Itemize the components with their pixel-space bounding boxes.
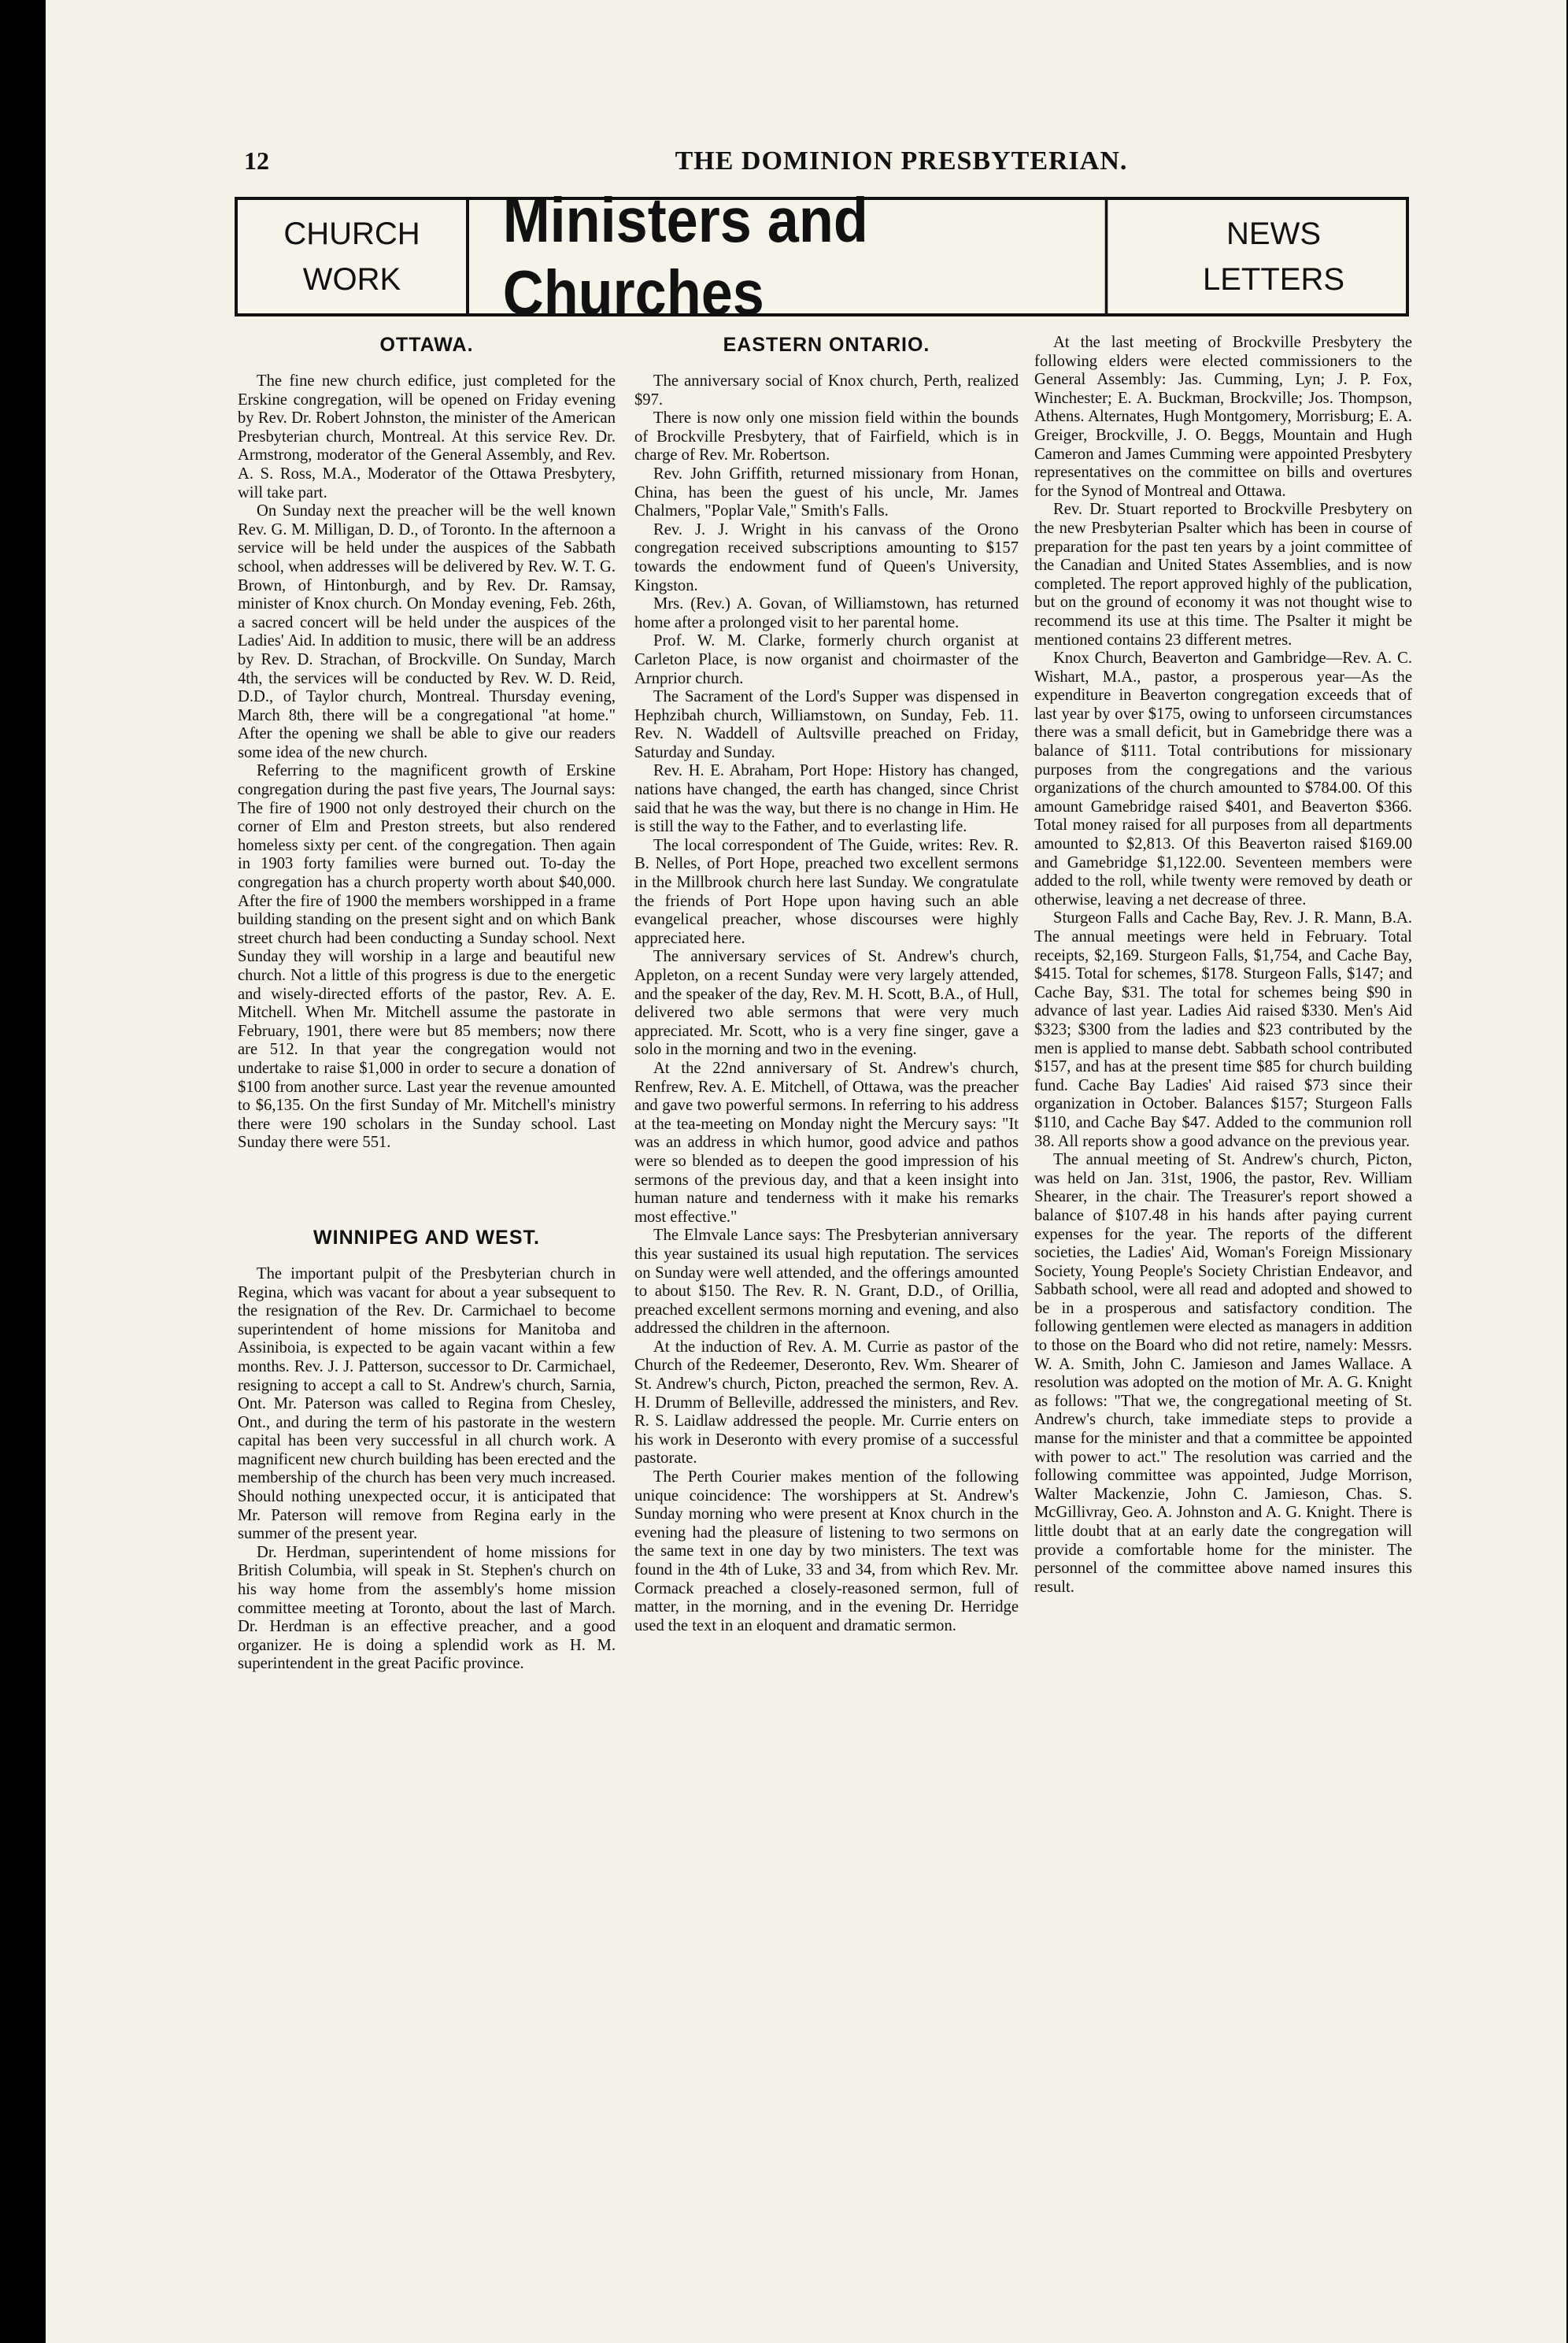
article-paragraph: On Sunday next the preacher will be the well known Rev. G. M. Milligan, D. D., of Toronto. In the afternoon a service will be held under the auspices of the Sabbath school, when addresses will be delivered by Rev. W. T. G. Brown, of Hintonburgh, and by Rev. Dr. Ramsay, minister of Knox church. On Monday evening, Feb. 26th, a sacred concert will be held under the auspices of the Ladies' Aid. In addition to music, there will be an address by Rev. D. Strachan, of Brockville. On Sunday, March 4th, the services will be conducted by Rev. W. D. Reid, D.D., of Taylor church, Montreal. Thursday evening, March 8th, there will be a congregational "at home." After the opening we shall be able to give our readers some idea of the new church. <box>238 502 616 761</box>
article-paragraph: The Elmvale Lance says: The Presbyterian anniversary this year sustained its usual high reputation. The services on Sunday were well attended, and the offerings amounted to about $150. The Rev. R. N. Grant, D.D., of Orillia, preached excellent sermons morning and evening, and also addressed the children in the afternoon. <box>634 1227 1019 1338</box>
article-paragraph: Rev. H. E. Abraham, Port Hope: History has changed, nations have changed, the earth has changed, since Christ said that he was the way, but there is no change in Him. He is still the way to the Father, and to everlasting life. <box>634 762 1019 836</box>
article-paragraph: At the last meeting of Brockville Presbytery the following elders were elected commissioners to the General Assembly: Jas. Cumming, Lyn; J. P. Fox, Winchester; E. A. Buckman, Brockville; Jos. Thompson, Athens. Alternates, Hugh Montgomery, Morrisburg; E. A. Greiger, Brockville, J. O. Beggs, Mountain and Hugh Cameron and James Cumming were appointed Presbytery representatives on the committee on bills and overtures for the Synod of Montreal and Ottawa. <box>1034 334 1412 500</box>
section-heading-eastern-ontario: EASTERN ONTARIO. <box>723 334 930 356</box>
article-paragraph: The Perth Courier makes mention of the following unique coincidence: The worshippers at St. Andrew's Sunday morning who were present at Knox church in the evening had the pleasure of listening to two sermons on the same text in one day by two ministers. The text was found in the 4th of Luke, 33 and 34, from which Rev. Mr. Cormack preached a closely-reasoned sermon, full of matter, in the morning, and in the evening Dr. Herridge used the text in an eloquent and dramatic sermon. <box>634 1468 1019 1634</box>
banner-title <box>502 185 1108 328</box>
article-paragraph: Prof. W. M. Clarke, formerly church organist at Carleton Place, is now organist and choirmaster of the Arnprior church. <box>634 632 1019 687</box>
newspaper-page <box>46 0 1566 2343</box>
section-heading-winnipeg: WINNIPEG AND WEST. <box>313 1226 540 1249</box>
article-paragraph: The annual meeting of St. Andrew's church, Picton, was held on Jan. 31st, 1906, the pastor, Rev. William Shearer, in the chair. The Treasurer's report showed a balance of $107.48 in his hands after paying current expenses for the year. The reports of the different societies, the Ladies' Aid, Woman's Foreign Missionary Society, Young People's Society Christian Endeavor, and Sabbath school, were all read and adopted and showed to be in a prosperous and satisfactory condition. The following gentlemen were elected as managers in addition to those on the Board who did not retire, namely: Messrs. W. A. Smith, John C. Jamieson and James Wallace. A resolution was adopted on the motion of Mr. A. G. Knight as follows: "That we, the congregational meeting of St. Andrew's church, take immediate steps to provide a manse for the minister and that a committee be appointed with power to act." The resolution was carried and the following committee was appointed, Judge Morrison, Walter Mackenzie, John C. Jamieson, Chas. S. McGillivray, Geo. A. Johnston and A. G. Knight. There is little doubt that at an early date the congregation will provide a comfortable home for the minister. The personnel of the committee above named insures this result. <box>1034 1151 1412 1596</box>
article-paragraph: Rev. John Griffith, returned missionary from Honan, China, has been the guest of his uncle, Mr. James Chalmers, "Poplar Vale," Smith's Falls. <box>634 465 1019 520</box>
column-2 <box>634 334 1019 1635</box>
banner-left-box <box>238 200 469 313</box>
running-title: THE DOMINION PRESBYTERIAN. <box>675 146 1128 176</box>
banner-left-line-2: WORK <box>302 262 401 297</box>
page-number: 12 <box>244 146 269 175</box>
article-paragraph: There is now only one mission field within the bounds of Brockville Presbytery, that of Fairfield, which is in charge of Rev. Mr. Robertson. <box>634 409 1019 465</box>
article-paragraph: The anniversary social of Knox church, Perth, realized $97. <box>634 372 1019 409</box>
article-paragraph: At the induction of Rev. A. M. Currie as pastor of the Church of the Redeemer, Deseronto, Rev. Wm. Shearer of St. Andrew's church, Picton, preached the sermon, Rev. A. H. Drumm of Belleville, addressed the ministers, and Rev. R. S. Laidlaw addressed the people. Mr. Currie enters on his work in Deseronto with every promise of a successful pastorate. <box>634 1338 1019 1468</box>
article-paragraph: At the 22nd anniversary of St. Andrew's church, Renfrew, Rev. A. E. Mitchell, of Ottawa, was the preacher and gave two powerful sermons. In referring to his address at the tea-meeting on Monday night the Mercury says: "It was an address in which humor, good advice and pathos were so blended as to deepen the good impression of his sermons of the previous day, and that a keen insight into human nature and tenderness with it make his remarks most effective." <box>634 1059 1019 1226</box>
article-paragraph: Mrs. (Rev.) A. Govan, of Williamstown, has returned home after a prolonged visit to her parental home. <box>634 595 1019 631</box>
article-paragraph: Dr. Herdman, superintendent of home missions for British Columbia, will speak in St. Stephen's church on his way home from the assembly's home mission committee meeting at Toronto, about the last of March. Dr. Herdman is an effective preacher, and a good organizer. He is doing a splendid work as H. M. superintendent in the great Pacific province. <box>238 1543 616 1673</box>
article-paragraph: Referring to the magnificent growth of Erskine congregation during the past five years, The Journal says: The fire of 1900 not only destroyed their church on the corner of Elm and Preston streets, but also rendered homeless sixty per cent. of the congregation. Then again in 1903 forty families were burned out. To-day the congregation has a church property worth about $40,000. After the fire of 1900 the members worshipped in a frame building standing on the present sight and on which Bank street church had been conducting a Sunday school. Next Sunday they will worship in a large and beautiful new church. Not a little of this progress is due to the energetic and wisely-directed efforts of the pastor, Rev. A. E. Mitchell. When Mr. Mitchell assume the pastorate in February, 1901, there were but 85 members; now there are 512. In that year the congregation would not undertake to raise $1,000 in order to secure a donation of $100 from another surce. Last year the revenue amounted to $6,135. On the first Sunday of Mr. Mitchell's ministry there were 190 scholars in the Sunday school. Last Sunday there were 551. <box>238 762 616 1152</box>
article-paragraph: Rev. J. J. Wright in his canvass of the Orono congregation received subscriptions amounting to $157 towards the endowment fund of Queen's University, Kingston. <box>634 520 1019 594</box>
article-paragraph: The Sacrament of the Lord's Supper was dispensed in Hephzibah church, Williamstown, on Sunday, Feb. 11. Rev. N. Waddell of Aultsville preached on Friday, Saturday and Sunday. <box>634 688 1019 761</box>
page-header <box>244 146 1417 181</box>
banner-right-line-2: LETTERS <box>1202 262 1345 297</box>
article-paragraph: The local correspondent of The Guide, writes: Rev. R. B. Nelles, of Port Hope, preached two excellent sermons in the Millbrook church here last Sunday. We congratulate the friends of Port Hope upon having such an able evangelical preacher, whose discourses were highly appreciated here. <box>634 836 1019 947</box>
column-1 <box>238 334 616 1674</box>
article-paragraph: The important pulpit of the Presbyterian church in Regina, which was vacant for about a year subsequent to the resignation of the Rev. Dr. Carmichael to become superintendent of home missions for Manitoba and Assiniboia, is expected to be again vacant within a few months. Rev. J. J. Patterson, successor to Dr. Carmichael, resigning to accept a call to St. Andrew's church, Sarnia, Ont. Mr. Paterson was called to Regina from Chesley, Ont., and during the term of his pastorate in the western capital has been very successful in all church work. A magnificent new church building has been erected and the membership of the church has been very much increased. Should nothing unexpected occur, it is anticipated that Mr. Paterson will remove from Regina early in the summer of the present year. <box>238 1264 616 1543</box>
article-paragraph: Rev. Dr. Stuart reported to Brockville Presbytery on the new Presbyterian Psalter which has been in course of preparation for the past ten years by a joint committee of the Canadian and United States Assemblies, and is now completed. The report approved highly of the publication, but on the ground of economy it was not thought wise to recommend its use at this time. The Psalter it might be mentioned contains 23 different metres. <box>1034 501 1412 649</box>
article-paragraph: The anniversary services of St. Andrew's church, Appleton, on a recent Sunday were very largely attended, and the speaker of the day, Rev. M. H. Scott, B.A., of Hull, delivered two able sermons that were very much appreciated. Mr. Scott, who is a very fine singer, gave a solo in the morning and two in the evening. <box>634 948 1019 1059</box>
banner-right-line-1: NEWS <box>1226 217 1321 251</box>
banner-title-text: Ministers and Churches <box>502 185 868 328</box>
article-paragraph: The fine new church edifice, just completed for the Erskine congregation, will be opened on Friday evening by Rev. Dr. Robert Johnston, the minister of the American Presbyterian church, Montreal. At this service Rev. Dr. Armstrong, moderator of the General Assembly, and Rev. A. S. Ross, M.A., Moderator of the Ottawa Presbytery, will take part. <box>238 372 616 502</box>
article-paragraph: Knox Church, Beaverton and Gambridge—Rev. A. C. Wishart, M.A., pastor, a prosperous year—As the expenditure in Beaverton congregation exceeds that of last year by over $175, owing to unforseen circumstances there was a small deficit, but in Gamebridge there was a balance of $111. Total contributions for missionary purposes from the congregations and the various organizations of the church amounted to $784.00. Of this amount Gamebridge raised $401, and Beaverton $366. Total money raised for all purposes from all departments amounted to $2,813. Of this Beaverton raised $169.00 and Gamebridge $1,122.00. Seventeen members were added to the roll, while twenty were removed by death or otherwise, leaving a net decrease of three. <box>1034 650 1412 909</box>
section-banner <box>235 185 1409 328</box>
column-3 <box>1034 334 1412 1597</box>
banner-right-box <box>1141 200 1406 313</box>
banner-left-line-1: CHURCH <box>283 217 420 251</box>
section-heading-ottawa: OTTAWA. <box>379 334 474 356</box>
article-paragraph: Sturgeon Falls and Cache Bay, Rev. J. R. Mann, B.A. The annual meetings were held in February. Total receipts, $2,169. Sturgeon Falls, $1,754, and Cache Bay, $415. Total for schemes, $178. Sturgeon Falls, $147; and Cache Bay, $31. The total for schemes being $90 in advance of last year. Ladies Aid raised $330. Men's Aid $323; $300 from the ladies and $23 contributed by the men is applied to manse debt. Sabbath school contributed $157, and has at the present time $85 for church building fund. Cache Bay Ladies' Aid raised $73 since their organization in October. Balances $157; Sturgeon Falls $110, and Cache Bay $47. Added to the communion roll 38. All reports show a good advance on the previous year. <box>1034 909 1412 1150</box>
